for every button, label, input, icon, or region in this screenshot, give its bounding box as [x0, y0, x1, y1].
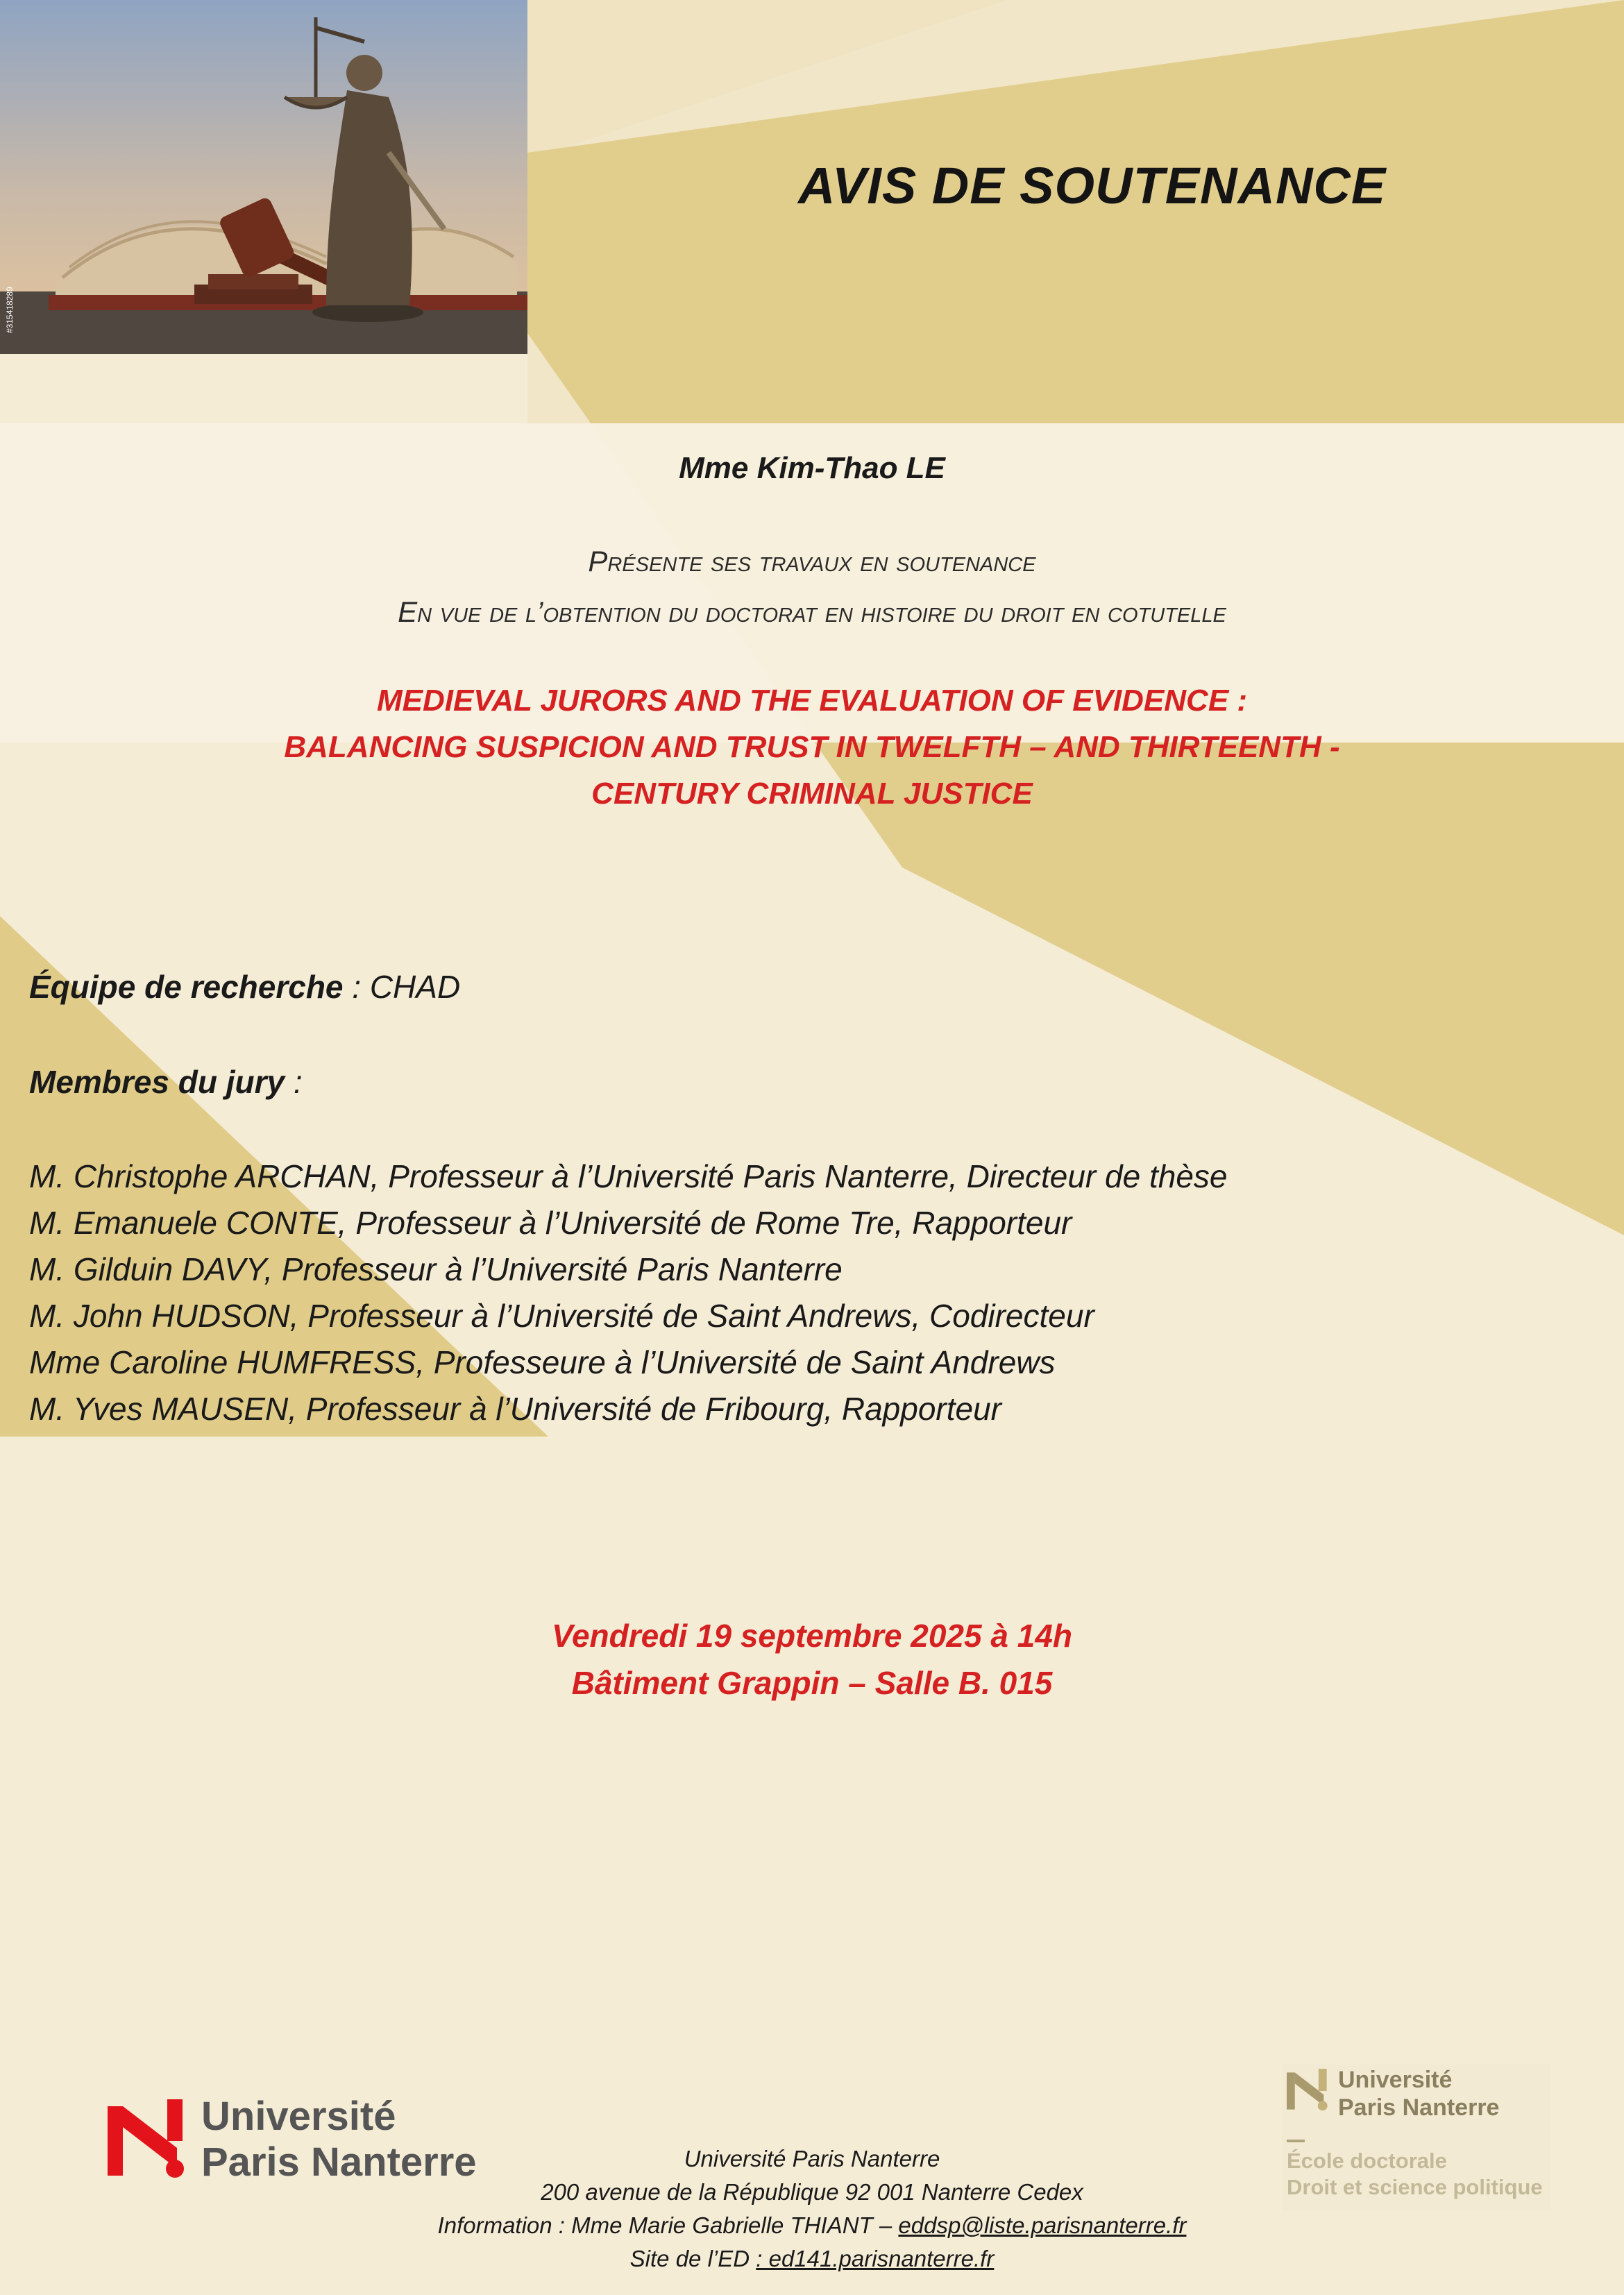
doctoral-logo-dash	[1287, 2140, 1305, 2142]
contact-email-link[interactable]: eddsp@liste.parisnanterre.fr	[898, 2212, 1187, 2238]
footer-address: 200 avenue de la République 92 001 Nanterre Cedex	[541, 2179, 1083, 2205]
thesis-title-line-1: MEDIEVAL JURORS AND THE EVALUATION OF EVIDENCE :	[376, 684, 1248, 718]
page-title: AVIS DE SOUTENANCE	[798, 157, 1387, 214]
doctoral-school-name: École doctorale	[1287, 2149, 1447, 2173]
thesis-title-line-3: CENTURY CRIMINAL JUSTICE	[591, 777, 1033, 811]
footer-website-prefix: Site de l’ED	[629, 2246, 756, 2271]
thesis-title-line-2: BALANCING SUSPICION AND TRUST IN TWELFTH – AND THIRTEENTH -	[284, 730, 1340, 764]
footer-website	[0, 2246, 1624, 2272]
doctoral-logo-line-2: Paris Nanterre	[1338, 2094, 1500, 2121]
jury-heading-colon: :	[285, 1064, 303, 1100]
footer-contact-prefix: Information : Mme Marie Gabrielle THIANT –	[437, 2212, 899, 2238]
justice-statue-gavel-book-photo	[0, 0, 527, 354]
jury-members-list	[29, 1153, 1227, 1432]
jury-member: M. Emanuele CONTE, Professeur à l’Université de Rome Tre, Rapporteur	[29, 1205, 1072, 1241]
jury-member: Mme Caroline HUMFRESS, Professeure à l’Université de Saint Andrews	[29, 1344, 1056, 1380]
stock-photo-id: #315418289	[5, 287, 15, 333]
website-link[interactable]: : ed141.parisnanterre.fr	[756, 2246, 995, 2271]
candidate-name: Mme Kim-Thao LE	[679, 451, 945, 485]
research-team	[29, 968, 460, 1006]
doctoral-school-field: Droit et science politique	[1287, 2175, 1543, 2199]
intro-line-2: En vue de l’obtention du doctorat en histoire du droit en cotutelle	[398, 595, 1226, 628]
logo-text-line-2: Paris Nanterre	[201, 2140, 477, 2185]
jury-member: M. Yves MAUSEN, Professeur à l’Université de Fribourg, Rapporteur	[29, 1391, 1001, 1427]
logo-text-line-1: Université	[201, 2094, 396, 2139]
jury-heading	[29, 1063, 303, 1101]
intro-line-1: Présente ses travaux en soutenance	[588, 545, 1036, 577]
footer-contact	[0, 2212, 1624, 2239]
research-team-value: : CHAD	[343, 969, 461, 1005]
jury-heading-label: Membres du jury	[29, 1064, 285, 1100]
jury-member: M. John HUDSON, Professeur à l’Université de Saint Andrews, Codirecteur	[29, 1298, 1094, 1334]
research-team-label: Équipe de recherche	[29, 969, 344, 1005]
jury-member: M. Gilduin DAVY, Professeur à l’Université Paris Nanterre	[29, 1251, 843, 1287]
defense-date: Vendredi 19 septembre 2025 à 14h	[551, 1618, 1072, 1654]
nanterre-logo-small-icon	[1287, 2069, 1331, 2113]
jury-member: M. Christophe ARCHAN, Professeur à l’Université Paris Nanterre, Directeur de thèse	[29, 1158, 1228, 1194]
doctoral-school-logo	[1283, 2065, 1551, 2210]
footer-university: Université Paris Nanterre	[684, 2146, 940, 2171]
defense-location: Bâtiment Grappin – Salle B. 015	[571, 1665, 1053, 1701]
doctoral-logo-line-1: Université	[1338, 2067, 1453, 2093]
